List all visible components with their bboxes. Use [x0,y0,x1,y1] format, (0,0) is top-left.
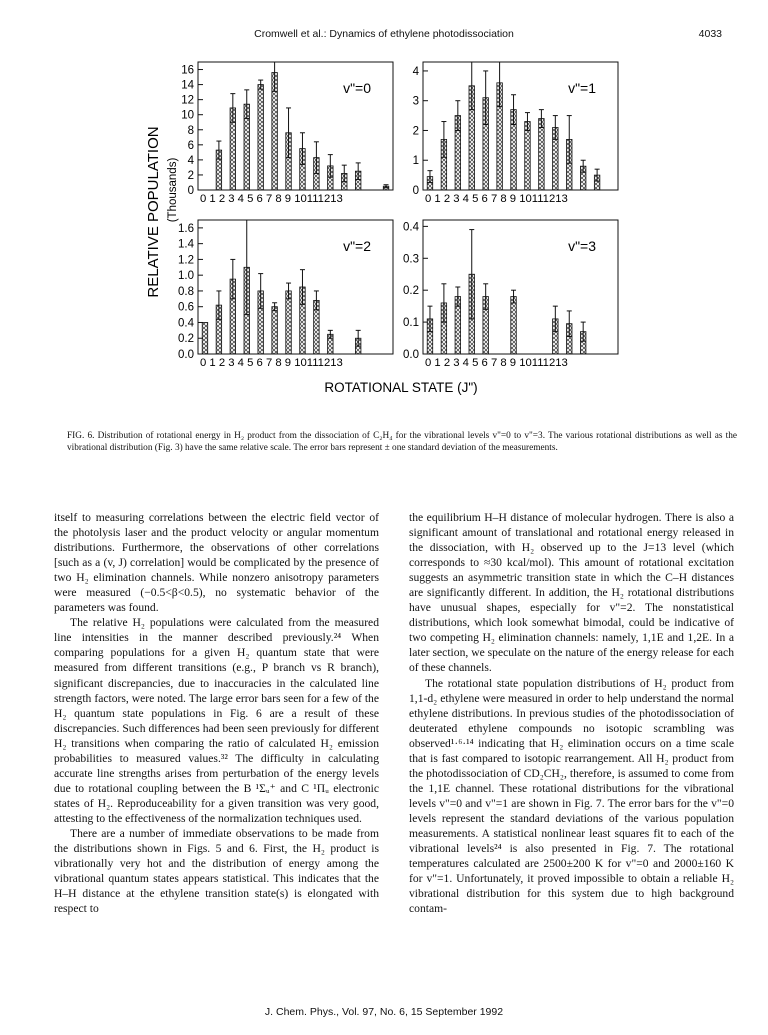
y-tick-label: 16 [181,64,194,77]
y-tick-label: 6 [187,139,194,152]
bar [202,322,208,354]
x-tick-labels: 0 1 2 3 4 5 6 7 8 9 10111213 [200,357,343,369]
y-tick-label: 0 [187,185,194,197]
x-tick-labels: 0 1 2 3 4 5 6 7 8 9 10111213 [425,357,568,369]
panel-title: v"=1 [568,80,596,96]
figure-ylabel: RELATIVE POPULATION [145,126,162,298]
y-tick-label: 0.2 [178,333,194,346]
y-tick-label: 2 [187,169,194,182]
y-tick-label: 0 [412,185,419,197]
paragraph: The relative H₂ populations were calculated from the measured line intensities in the manner described previously.²⁴ When comparing populations for a given H₂ quantum state that were measured from different transitions (e.g., P branch vs R branch), significant discrepancies, due to inaccuracies in the calculated line strength factors, were noted. The large error bars seen for a few of the H₂ quantum state populations in Fig. 6 are a result of these discrepancies. Such differences had been seen previously for different H₂ transitions when comparing the ratio of calculated H₂ emission probabilities to measured values.³² The difficulty in calculating accurate line strengths arises from perturbation of the energy levels due to rotational coupling between the B ¹Σᵤ⁺ and C ¹Πᵤ electronic states of H₂. Reproduceability for a given transition was very good, attesting to the effectiveness of the normalization techniques used. [54,616,379,825]
y-tick-label: 0.0 [178,349,194,361]
chart-panel-0 [181,62,393,205]
paragraph: itself to measuring correlations between the electric field vector of the photolysis laser and the product velocity or angular momentum distributions. Furthermore, the observations of other correlations [such as a (v, J) correlation] would be complicated by the presence of two H₂ elimination channels. While nonzero anisotropy parameters were measured (−0.5<β<0.5), no systematic behavior of the parameters was found. [54,511,379,615]
y-tick-label: 0.1 [403,317,419,330]
y-tick-label: 0.0 [403,349,419,361]
x-tick-labels: 0 1 2 3 4 5 6 7 8 9 10111213 [200,193,343,205]
y-tick-label: 1.2 [178,254,194,267]
y-tick-label: 12 [181,94,194,107]
y-tick-label: 1.0 [178,270,194,283]
figure-ylabel-sub: (Thousands) [167,157,179,223]
figure-6 [0,0,768,410]
y-tick-label: 8 [187,124,194,137]
bar [272,307,278,354]
chart-panel-2 [178,220,393,369]
paragraph: The rotational state population distributions of H₂ product from 1,1-d₂ ethylene were measured in order to help understand the normal ethylene distributions. In previous studies of the photodissociation of deuterated ethylene compounds no isotopic scrambling was observed¹·⁶·¹⁴ indicating that H₂ elimination occurs on a time scale that is fast compared to isotopic rearrangement. All H₂ product from the photodissociation of CD₂CH₂, therefore, is assumed to come from the 1,1E channel. These rotational distributions for the vibrational levels v"=0 and v"=1 are shown in Fig. 7. The error bars for the v"=0 levels represent the standard deviations of the various population measurements. A statistical nonlinear least squares fit to each of the vibrational levels²⁴ is also presented in Fig. 7. The rotational temperatures calculated are 2500±200 K for v"=0 and 2000±160 K for v"=1. Unfortunately, it proved impossible to obtain a reliable H₂ vibrational distribution for this system due to high background contam- [409,676,734,916]
bar [511,297,517,354]
left-column [54,510,379,916]
y-tick-label: 1.6 [178,222,194,235]
journal-footer: J. Chem. Phys., Vol. 97, No. 6, 15 September 1992 [264,1006,504,1018]
y-tick-label: 1 [412,155,419,168]
panel-title: v"=2 [343,238,371,254]
bar [539,119,545,190]
y-tick-label: 4 [187,154,194,167]
y-tick-label: 14 [181,79,194,92]
y-tick-label: 0.4 [403,221,419,234]
y-tick-label: 0.6 [178,301,194,314]
y-tick-label: 0.2 [403,285,419,298]
page-number: 4033 [698,28,722,40]
y-tick-label: 2 [412,125,419,138]
y-tick-label: 0.4 [178,317,194,330]
y-tick-label: 1.4 [178,238,194,251]
panel-title: v"=0 [343,80,371,96]
bar [525,122,531,190]
y-tick-label: 4 [412,65,419,78]
figure-xlabel: ROTATIONAL STATE (J") [324,380,478,395]
bar [258,85,264,190]
paragraph: There are a number of immediate observations to be made from the distributions shown in Figs. 5 and 6. First, the H₂ product is vibrationally very hot and the distribution of energy among the vibrational quantum states appears statistical. This indicates that the H–H distance at the ethylene transition state(s) is elongated with respect to [54,826,379,916]
x-tick-labels: 0 1 2 3 4 5 6 7 8 9 10111213 [425,193,568,205]
y-tick-label: 3 [412,95,419,108]
paragraph: the equilibrium H–H distance of molecular hydrogen. There is also a significant amount of translational and rotational energy released in the dissociation, with H₂ observed up to the J=13 level (which corresponds to ≈30 kcal/mol). This amount of rotational excitation suggests an asymmetric transition state in which the C–H distances are significantly different. In addition, the H₂ rotational distributions have unusual shapes, especially for v"=2. The nonstatistical distributions, which look somewhat bimodal, could be indicative of two competing H₂ elimination channels: namely, 1,1E and 1,2E. In a later section, we speculate on the nature of the energy release for each of these channels. [409,511,734,675]
figure-caption: FIG. 6. Distribution of rotational energy in H₂ product from the dissociation of C₂H₄ for the vibrational levels v"=0 to v"=3. The various rotational distributions as well as the vibrational distribution (Fig. 3) have the same relative scale. The error bars represent ± one standard deviation of the measurements. [67,431,737,453]
y-tick-label: 10 [181,109,194,122]
panel-title: v"=3 [568,238,596,254]
y-tick-label: 0.8 [178,285,194,298]
figure-panels [178,62,618,369]
y-tick-label: 0.3 [403,253,419,266]
right-column [409,510,734,916]
chart-panel-3 [403,220,618,369]
bar [286,291,292,354]
running-header-title: Cromwell et al.: Dynamics of ethylene photodissociation [254,28,514,40]
chart-panel-1 [413,62,618,205]
